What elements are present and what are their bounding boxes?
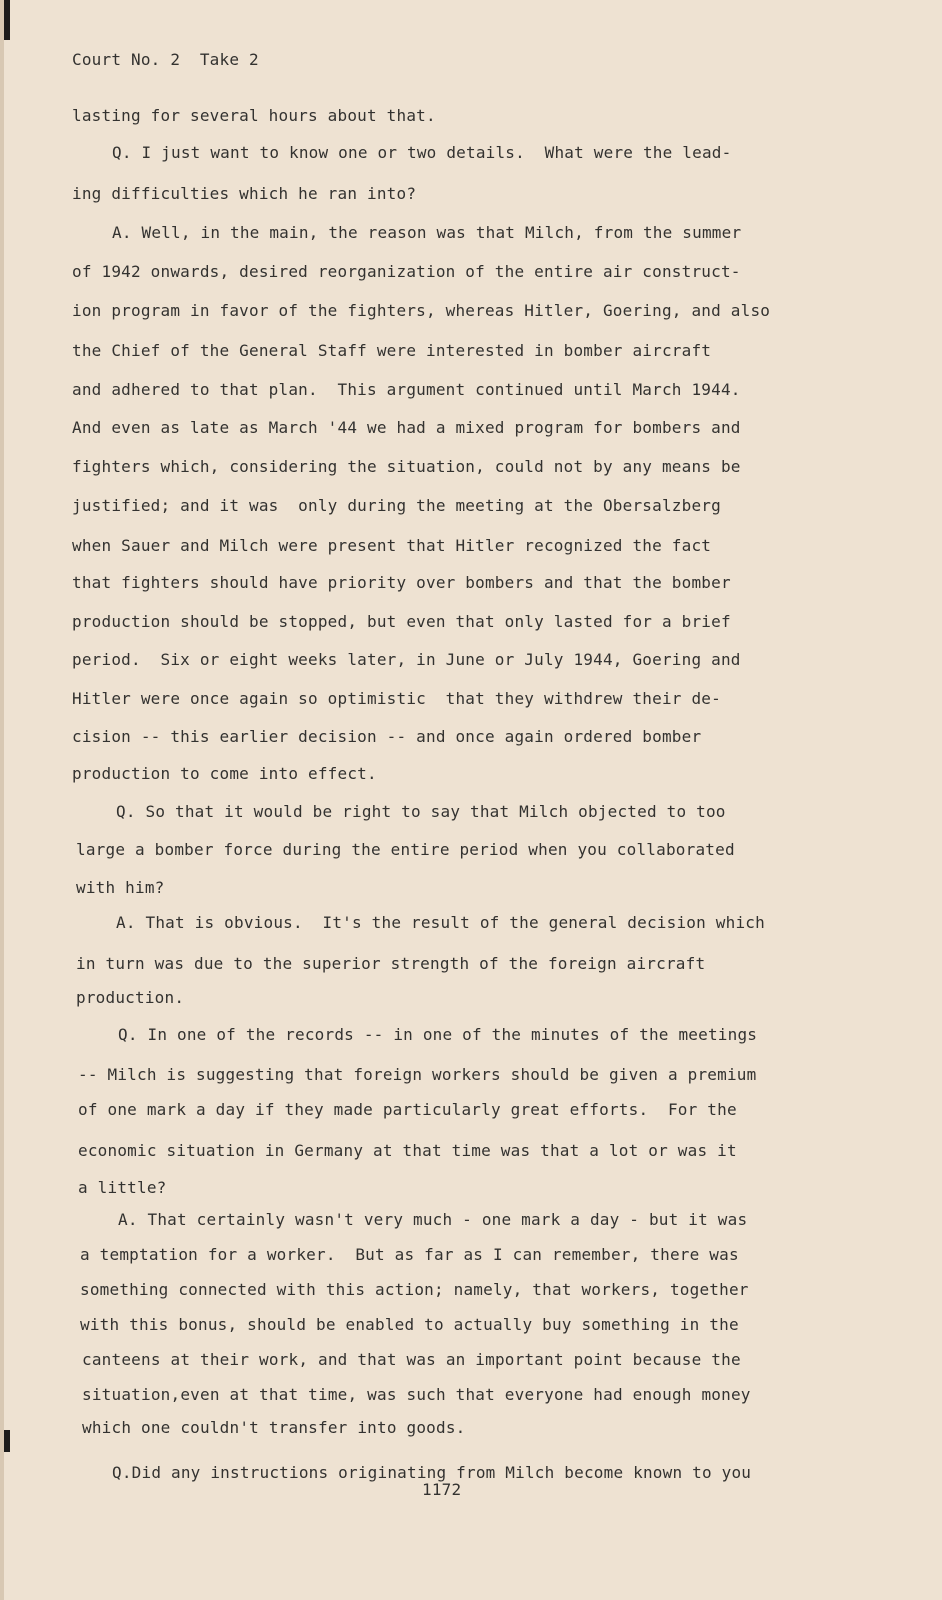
text-line: something connected with this action; namely, that workers, together <box>80 1280 749 1299</box>
text-line: period. Six or eight weeks later, in June or July 1944, Goering and <box>72 650 741 669</box>
text-line: economic situation in Germany at that time was that a lot or was it <box>78 1141 737 1160</box>
text-line: a temptation for a worker. But as far as I can remember, there was <box>80 1245 739 1264</box>
text-line: A. Well, in the main, the reason was that Milch, from the summer <box>112 223 742 242</box>
text-line: ion program in favor of the fighters, whereas Hitler, Goering, and also <box>72 301 771 320</box>
text-line: ing difficulties which he ran into? <box>72 184 417 203</box>
text-line: the Chief of the General Staff were interested in bomber aircraft <box>72 341 712 360</box>
text-line: a little? <box>78 1178 167 1197</box>
text-line: and adhered to that plan. This argument continued until March 1944. <box>72 380 741 399</box>
text-line: Q. So that it would be right to say that Milch objected to too <box>116 802 726 821</box>
text-line: justified; and it was only during the meeting at the Obersalzberg <box>72 496 721 515</box>
text-line: fighters which, considering the situation, could not by any means be <box>72 457 741 476</box>
text-line: large a bomber force during the entire period when you collaborated <box>76 840 735 859</box>
text-line: which one couldn't transfer into goods. <box>82 1418 466 1437</box>
page-header: Court No. 2 Take 2 <box>72 50 259 69</box>
text-line: when Sauer and Milch were present that Hitler recognized the fact <box>72 536 712 555</box>
text-line: canteens at their work, and that was an important point because the <box>82 1350 741 1369</box>
text-line: cision -- this earlier decision -- and once again ordered bomber <box>72 727 702 746</box>
text-line: with this bonus, should be enabled to actually buy something in the <box>80 1315 739 1334</box>
text-line: And even as late as March '44 we had a mixed program for bombers and <box>72 418 741 437</box>
edge-mark <box>4 0 10 40</box>
text-line: in turn was due to the superior strength of the foreign aircraft <box>76 954 706 973</box>
text-line: Q. I just want to know one or two details. What were the lead- <box>112 143 732 162</box>
text-line: A. That certainly wasn't very much - one mark a day - but it was <box>118 1210 748 1229</box>
text-line: lasting for several hours about that. <box>72 106 436 125</box>
text-line: -- Milch is suggesting that foreign workers should be given a premium <box>78 1065 757 1084</box>
text-line: Q.Did any instructions originating from Milch become known to you <box>112 1463 752 1482</box>
text-line: production to come into effect. <box>72 764 377 783</box>
text-line: production. <box>76 988 185 1007</box>
edge-mark <box>4 1430 10 1452</box>
text-line: of one mark a day if they made particularly great efforts. For the <box>78 1100 737 1119</box>
text-line: Hitler were once again so optimistic that they withdrew their de- <box>72 689 721 708</box>
text-line: situation,even at that time, was such that everyone had enough money <box>82 1385 751 1404</box>
text-line: A. That is obvious. It's the result of the general decision which <box>116 913 765 932</box>
text-line: Q. In one of the records -- in one of the minutes of the meetings <box>118 1025 758 1044</box>
text-line: of 1942 onwards, desired reorganization of the entire air construct- <box>72 262 741 281</box>
text-line: that fighters should have priority over bombers and that the bomber <box>72 573 731 592</box>
text-line: with him? <box>76 878 165 897</box>
text-line: production should be stopped, but even that only lasted for a brief <box>72 612 731 631</box>
page-number: 1172 <box>422 1480 462 1499</box>
